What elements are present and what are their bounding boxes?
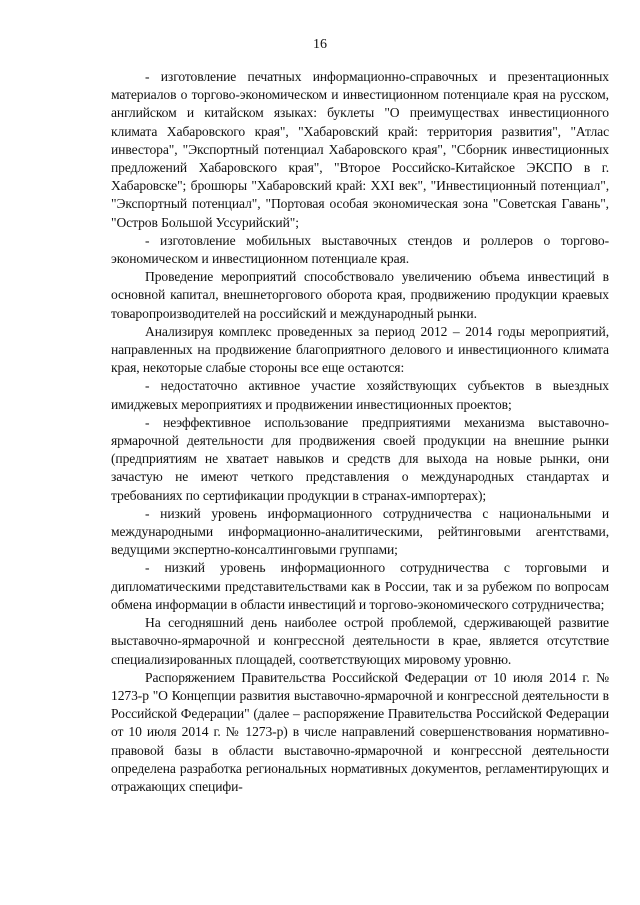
- page-number: 16: [313, 37, 327, 52]
- paragraph-mobile-stands: - изготовление мобильных выставочных стендов и роллеров о торгово-экономическом и инвестиционном потенциале края.: [111, 232, 609, 267]
- paragraph-weakness-diplomatic: - низкий уровень информационного сотрудничества с торговыми и дипломатическими представительствами как в России, так и за рубежом по вопросам обмена информации в области инвестиций и торгово-экономического сотрудничества;: [111, 560, 609, 612]
- paragraph-government-order: Распоряжением Правительства Российской Федерации от 10 июля 2014 г. № 1273-р "О Концепции развития выставочно-ярмарочной и конгрессной деятельности в Российской Федерации" (далее – распоряжение Правительства Российской Федерации от 10 июля 2014 г. № 1273-р) в числе направлений совершенствования нормативно-правовой базы в области выставочно-ярмарочной и конгрессной деятельности определена разработка региональных нормативных документов, регламентирующих и отражающих специфи-: [111, 669, 609, 794]
- paragraph-analysis: Анализируя комплекс проведенных за период 2012 – 2014 годы мероприятий, направленных на продвижение благоприятного делового и инвестиционного климата края, некоторые слабые стороны все еще остаются:: [111, 323, 609, 376]
- paragraph-promo-materials: - изготовление печатных информационно-справочных и презентационных материалов о торгово-экономическом и инвестиционном потенциале края на русском, английском и китайском языках: буклеты "О преимуществах инвестиционного климата Хабаровского края", "Хабаровский край: территория развития", "Атлас инвестора", "Экспортный потенциал Хабаровского края", "Сборник инвестиционных предложений Хабаровского края", "Второе Российско-Китайское ЭКСПО в г. Хабаровске"; брошюры "Хабаровский край: XXI век", "Инвестиционный потенциал", "Экспортный потенциал", "Портовая особая экономическая зона "Советская Гавань", "Остров Большой Уссурийский";: [111, 69, 609, 230]
- paragraph-results: Проведение мероприятий способствовало увеличению объема инвестиций в основной капитал, внешнеторгового оборота края, продвижению продукции краевых товаропроизводителей на российский и международный рынки.: [111, 269, 609, 321]
- paragraph-weakness-info-agencies: - низкий уровень информационного сотрудничества с национальными и международными информационно-аналитическими, рейтинговыми агентствами, ведущими экспертно-консалтинговыми группами;: [111, 505, 609, 558]
- document-body: [111, 68, 609, 796]
- paragraph-main-problem: На сегодняшний день наиболее острой проблемой, сдерживающей развитие выставочно-ярмарочной и конгрессной деятельности в крае, является отсутствие специализированных площадей, соответствующих мировому уровню.: [111, 615, 609, 667]
- paragraph-weakness-participation: - недостаточно активное участие хозяйствующих субъектов в выездных имиджевых мероприятиях и продвижении инвестиционных проектов;: [111, 378, 609, 412]
- paragraph-weakness-exhibitions: - неэффективное использование предприятиями механизма выставочно-ярмарочной деятельности для продвижения своей продукции на внешние рынки (предприятиям не хватает навыков и средств для выхода на новые рынки, они зачастую не имеют четкого представления о международных стандартах и требованиях по сертификации продукции в странах-импортерах);: [111, 414, 609, 503]
